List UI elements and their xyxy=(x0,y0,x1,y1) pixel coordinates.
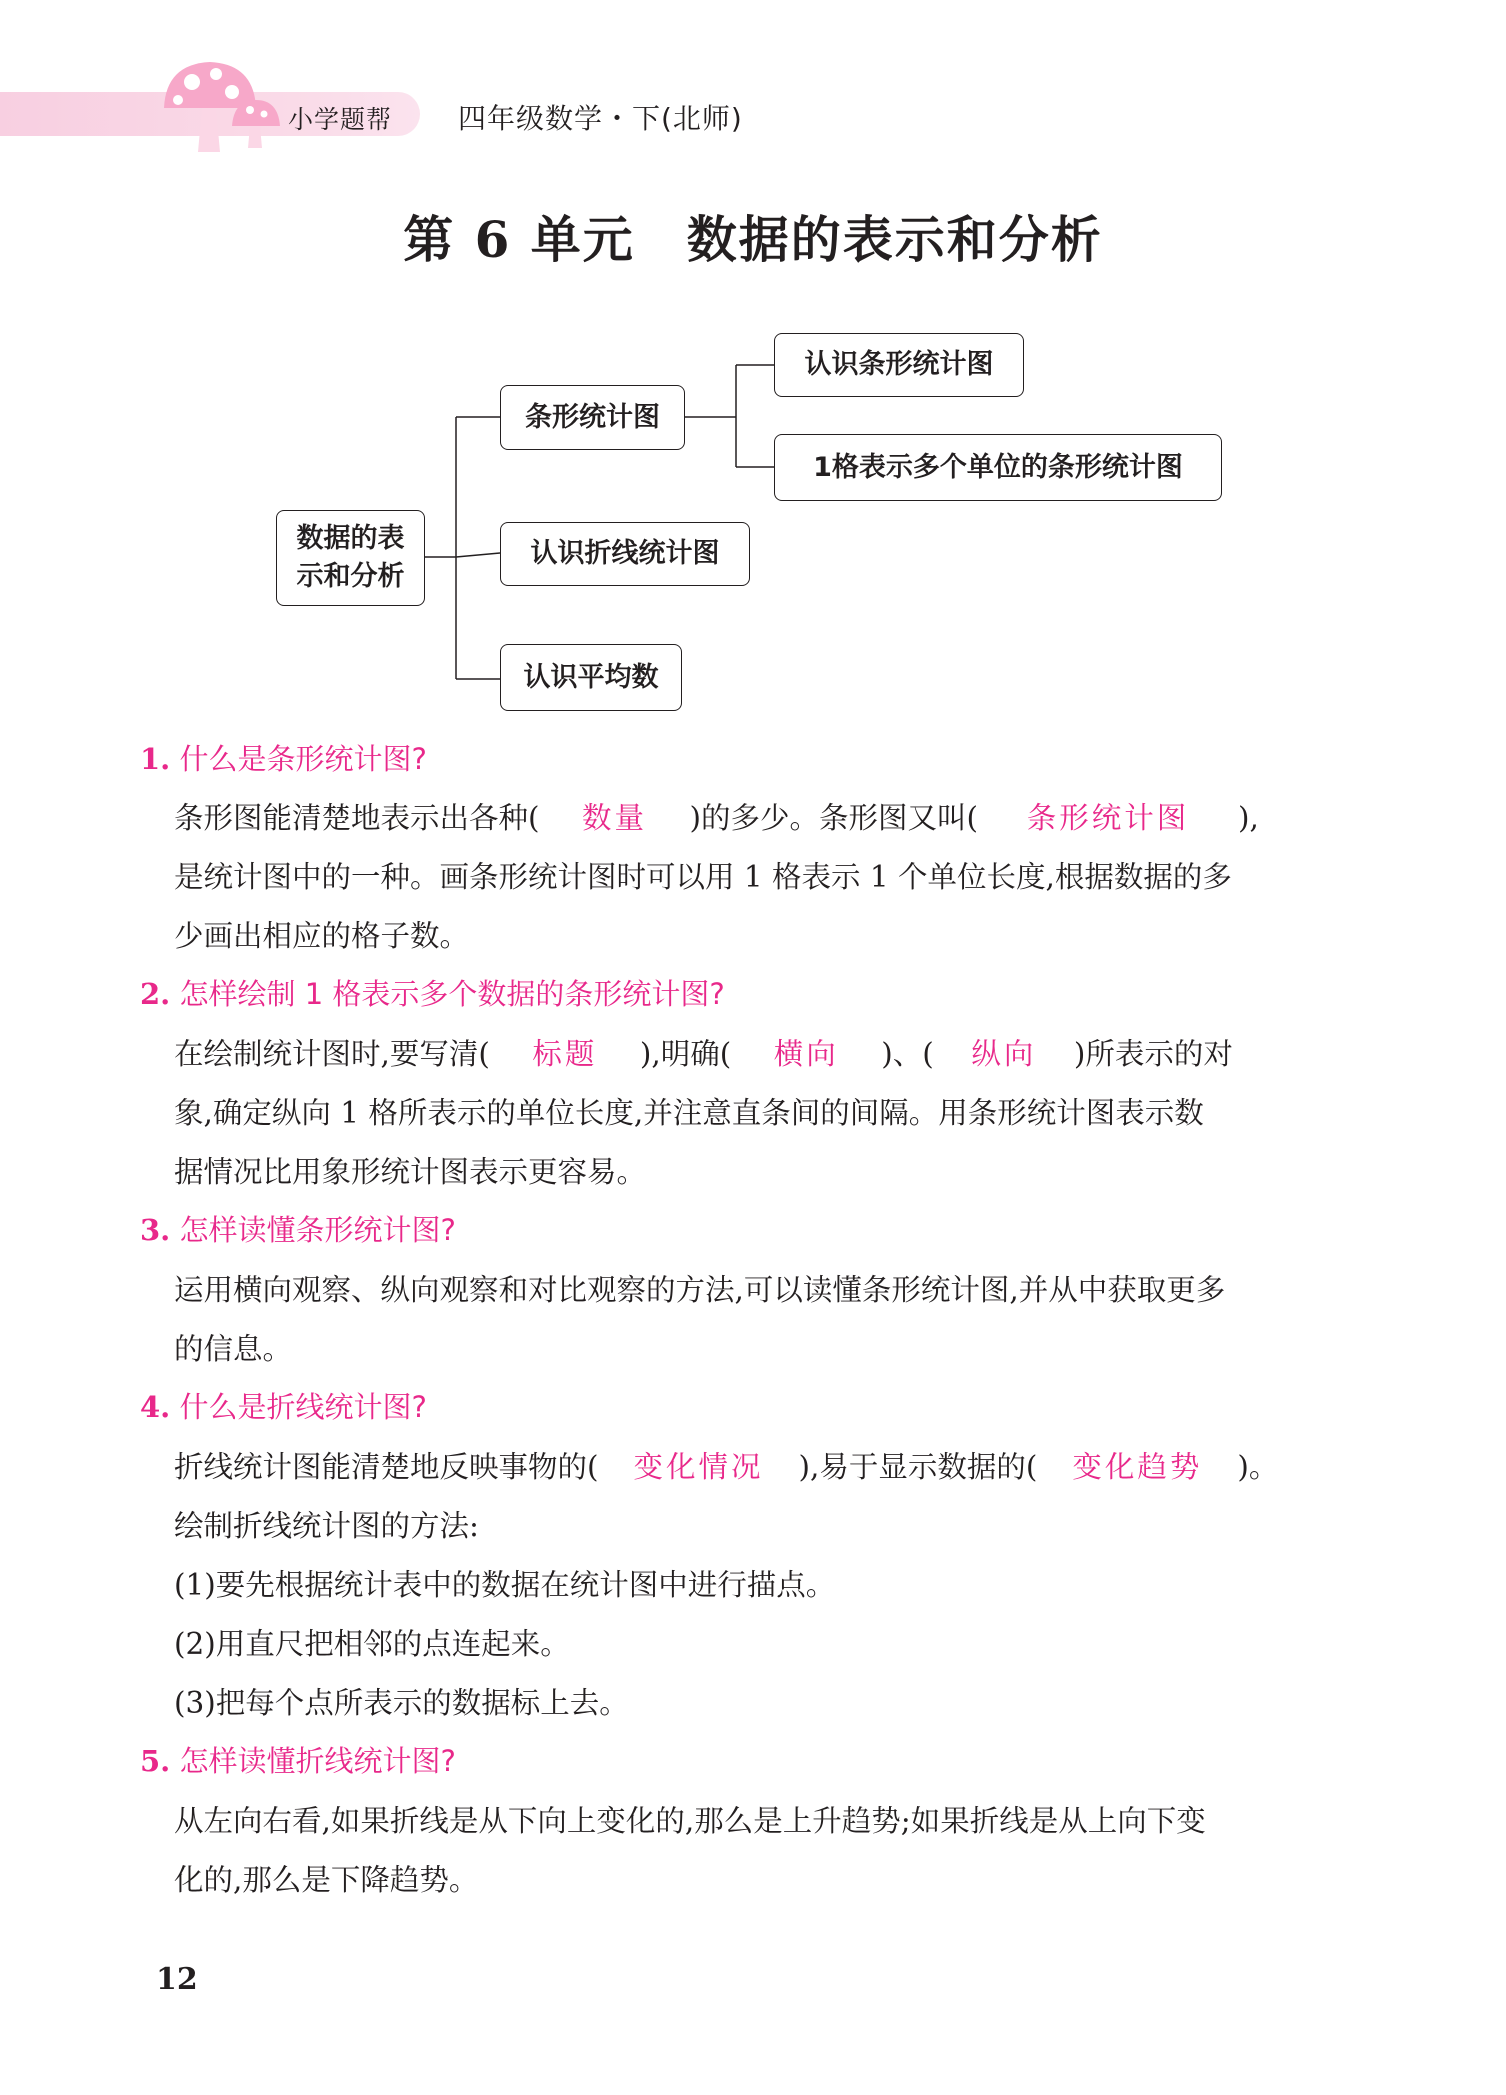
question-number: 5. xyxy=(140,1744,171,1778)
book-title: 四年级数学・下(北师) xyxy=(458,102,743,135)
paragraph-line: 象,确定纵向 1 格所表示的单位长度,并注意直条间的间隔。用条形统计图表示数 xyxy=(174,1096,1204,1130)
answer-text: 变化趋势 xyxy=(1072,1450,1203,1484)
text-segment: ),明确( xyxy=(639,1037,732,1071)
question-number: 3. xyxy=(140,1213,171,1247)
paragraph-line: 少画出相应的格子数。 xyxy=(174,919,470,953)
question-number: 4. xyxy=(140,1390,171,1424)
question-text: 什么是折线统计图? xyxy=(179,1390,427,1424)
answer-text: 纵向 xyxy=(971,1037,1037,1071)
text-segment: )、( xyxy=(881,1037,934,1071)
step-3: (3)把每个点所表示的数据标上去。 xyxy=(174,1686,629,1720)
text-segment: )的多少。条形图又叫( xyxy=(689,801,979,835)
mindmap-child-know-bar-chart: 认识条形统计图 xyxy=(774,333,1024,397)
question-number: 2. xyxy=(140,977,171,1011)
paragraph-line: 绘制折线统计图的方法: xyxy=(174,1509,479,1543)
question-5 xyxy=(140,1739,456,1780)
answer-text: 条形统计图 xyxy=(1026,801,1190,835)
paragraph xyxy=(174,795,1259,837)
text-segment: 条形图能清楚地表示出各种( xyxy=(174,801,540,835)
question-number: 1. xyxy=(140,742,171,776)
mindmap-connectors xyxy=(0,0,1506,760)
paragraph-line: 化的,那么是下降趋势。 xyxy=(174,1863,479,1897)
question-2 xyxy=(140,972,725,1013)
answer-text: 标题 xyxy=(532,1037,598,1071)
answer-text: 数量 xyxy=(582,801,648,835)
unit-name: 数据的表示和分析 xyxy=(686,210,1103,269)
page-number: 12 xyxy=(156,1962,198,1997)
paragraph xyxy=(174,1444,1278,1486)
paragraph-line: 是统计图中的一种。画条形统计图时可以用 1 格表示 1 个单位长度,根据数据的多 xyxy=(174,860,1232,894)
question-1 xyxy=(140,737,427,778)
question-4 xyxy=(140,1385,427,1426)
question-text: 怎样读懂折线统计图? xyxy=(179,1744,456,1778)
text-segment: 在绘制统计图时,要写清( xyxy=(174,1037,490,1071)
paragraph xyxy=(174,1031,1233,1073)
mindmap-branch-line-chart: 认识折线统计图 xyxy=(500,522,750,586)
paragraph-line: 据情况比用象形统计图表示更容易。 xyxy=(174,1155,647,1189)
mindmap-child-multi-unit-bar-chart: 1格表示多个单位的条形统计图 xyxy=(774,434,1222,501)
answer-text: 变化情况 xyxy=(633,1450,764,1484)
step-2: (2)用直尺把相邻的点连起来。 xyxy=(174,1627,570,1661)
mindmap-branch-average: 认识平均数 xyxy=(500,644,682,711)
mindmap-root-line1: 数据的表 xyxy=(296,523,405,554)
text-segment: ), xyxy=(1238,801,1259,835)
mindmap-branch-bar-chart: 条形统计图 xyxy=(500,385,685,450)
paragraph-line: 的信息。 xyxy=(174,1332,293,1366)
text-segment: ),易于显示数据的( xyxy=(798,1450,1038,1484)
text-segment: 折线统计图能清楚地反映事物的( xyxy=(174,1450,599,1484)
text-segment: )所表示的对 xyxy=(1073,1037,1233,1071)
answer-text: 横向 xyxy=(773,1037,839,1071)
question-3 xyxy=(140,1208,456,1249)
brand-label: 小学题帮 xyxy=(288,105,393,134)
paragraph-line: 运用横向观察、纵向观察和对比观察的方法,可以读懂条形统计图,并从中获取更多 xyxy=(174,1273,1226,1307)
question-text: 怎样绘制 1 格表示多个数据的条形统计图? xyxy=(179,977,725,1011)
mindmap-root-line2: 示和分析 xyxy=(296,561,405,592)
unit-number: 第 6 单元 xyxy=(403,210,635,269)
question-text: 什么是条形统计图? xyxy=(179,742,427,776)
text-segment: )。 xyxy=(1237,1450,1279,1484)
paragraph-line: 从左向右看,如果折线是从下向上变化的,那么是上升趋势;如果折线是从上向下变 xyxy=(174,1804,1206,1838)
step-1: (1)要先根据统计表中的数据在统计图中进行描点。 xyxy=(174,1568,836,1602)
question-text: 怎样读懂条形统计图? xyxy=(179,1213,456,1247)
mindmap-root xyxy=(276,510,425,606)
